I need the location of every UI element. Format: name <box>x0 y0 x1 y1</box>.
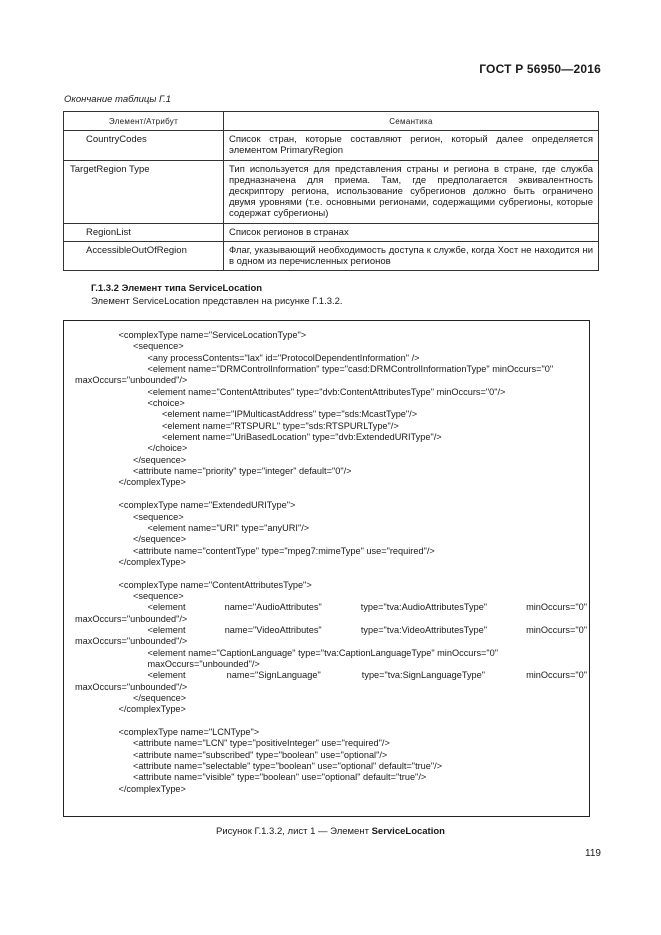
element-name-cell: CountryCodes <box>64 131 224 160</box>
code-line: maxOccurs="unbounded"/> <box>75 613 188 624</box>
element-name-cell: TargetRegion Type <box>64 160 224 223</box>
table-row <box>64 160 599 223</box>
table-header-row <box>64 112 599 131</box>
element-name-cell: AccessibleOutOfRegion <box>64 241 224 270</box>
code-line <box>75 568 587 579</box>
code-line: <element name="UriBasedLocation" type="dvb:ExtendedURIType"/> <box>162 432 442 443</box>
code-line: <element name="DRMControlInformation" type="casd:DRMControlInformationType" minOccurs="0" <box>147 364 554 375</box>
code-listing <box>75 330 587 795</box>
code-token: <element <box>147 624 186 635</box>
code-token: name="AudioAttributes" <box>224 602 322 613</box>
section-heading: Г.1.3.2 Элемент типа ServiceLocation <box>91 283 263 294</box>
code-line: <sequence> <box>133 341 184 352</box>
code-line: </complexType> <box>118 704 186 715</box>
code-line: <complexType name="ServiceLocationType"> <box>118 330 307 340</box>
code-token: minOccurs="0" <box>526 670 587 681</box>
code-line: <complexType name="ExtendedURIType"> <box>118 500 296 511</box>
code-token: minOccurs="0" <box>526 602 587 613</box>
table-row <box>64 131 599 160</box>
column-header-element: Элемент/Атрибут <box>64 112 224 131</box>
table-row <box>64 241 599 270</box>
page-number: 119 <box>585 848 601 859</box>
code-line: <complexType name="LCNType"> <box>118 727 260 738</box>
figure-caption <box>0 826 661 837</box>
code-line: <attribute name="subscribed" type="boolean" use="optional"/> <box>133 749 388 760</box>
code-line: <attribute name="selectable" type="boolean" use="optional" default="true"/> <box>133 761 443 772</box>
semantics-cell: Список стран, которые составляют регион, который далее определяется элементом PrimaryRegion <box>224 131 599 160</box>
code-line <box>75 716 587 727</box>
code-token: minOccurs="0" <box>526 624 587 635</box>
code-line <box>75 625 587 636</box>
code-line: <sequence> <box>133 590 184 601</box>
section-intro: Элемент ServiceLocation представлен на рисунке Г.1.3.2. <box>91 296 343 307</box>
code-line: <attribute name="priority" type="integer" default="0"/> <box>133 466 352 477</box>
code-line: <sequence> <box>133 511 184 522</box>
code-token: <element <box>147 670 186 681</box>
code-line: <choice> <box>147 398 185 409</box>
table-row <box>64 223 599 241</box>
code-line: <element name="IPMulticastAddress" type="sds:McastType"/> <box>162 409 418 420</box>
code-line: <complexType name="ContentAttributesType"> <box>118 579 312 590</box>
code-token: type="tva:SignLanguageType" <box>361 670 486 681</box>
element-name-cell: RegionList <box>64 223 224 241</box>
code-line: </sequence> <box>133 693 187 703</box>
semantics-cell: Флаг, указывающий необходимость доступа к службе, когда Хост не находится ни в одном из перечисленных регионов <box>224 241 599 270</box>
attribute-table <box>63 111 599 271</box>
code-token: <element <box>147 602 186 613</box>
code-line: <element name="CaptionLanguage" type="tva:CaptionLanguageType" minOccurs="0" <box>147 647 499 658</box>
semantics-cell: Список регионов в странах <box>224 223 599 241</box>
table-caption: Окончание таблицы Г.1 <box>64 94 172 105</box>
code-line: </sequence> <box>133 454 187 465</box>
code-token: name="SignLanguage" <box>226 670 321 681</box>
code-line: maxOccurs="unbounded"/> <box>75 636 188 647</box>
code-line: </complexType> <box>118 783 186 794</box>
code-line: </complexType> <box>118 477 186 488</box>
code-line: <element name="URI" type="anyURI"/> <box>147 522 310 533</box>
code-line: </complexType> <box>118 556 186 567</box>
code-line: <element name="ContentAttributes" type="dvb:ContentAttributesType" minOccurs="0"/> <box>147 386 506 397</box>
code-token: type="tva:VideoAttributesType" <box>360 624 487 635</box>
code-line: <any processContents="lax" id="ProtocolDependentInformation" /> <box>147 352 420 363</box>
column-header-semantics: Семантика <box>224 112 599 131</box>
document-code: ГОСТ Р 56950—2016 <box>479 62 601 76</box>
code-line: </sequence> <box>133 534 187 545</box>
code-line: maxOccurs="unbounded"/> <box>75 681 188 692</box>
code-line <box>75 602 587 613</box>
figure-caption-element: ServiceLocation <box>371 826 445 837</box>
code-line <box>75 670 587 681</box>
code-line: maxOccurs="unbounded"/> <box>147 658 260 669</box>
code-token: name="VideoAttributes" <box>224 624 322 635</box>
semantics-cell: Тип используется для представления страны и региона в стране, где служба предназначена для приема. Там, где предполагается эквивалентность дескриптору региона, использование субрегионов должно быть ограничено двумя уровнями (т.е. основными регионами, содержащими субрегионы, которые содержат субрегионы) <box>224 160 599 223</box>
code-line: <attribute name="LCN" type="positiveInteger" use="required"/> <box>133 738 390 749</box>
code-line: <attribute name="visible" type="boolean" use="optional" default="true"/> <box>133 772 427 783</box>
code-line <box>75 489 587 500</box>
code-token: type="tva:AudioAttributesType" <box>360 602 488 613</box>
code-line: </choice> <box>147 443 188 454</box>
figure-caption-prefix: Рисунок Г.1.3.2, лист 1 — Элемент <box>216 826 372 837</box>
code-line: <element name="RTSPURL" type="sds:RTSPURLType"/> <box>162 420 399 431</box>
code-line: <attribute name="contentType" type="mpeg7:mimeType" use="required"/> <box>133 545 435 556</box>
code-line: maxOccurs="unbounded"/> <box>75 375 188 386</box>
